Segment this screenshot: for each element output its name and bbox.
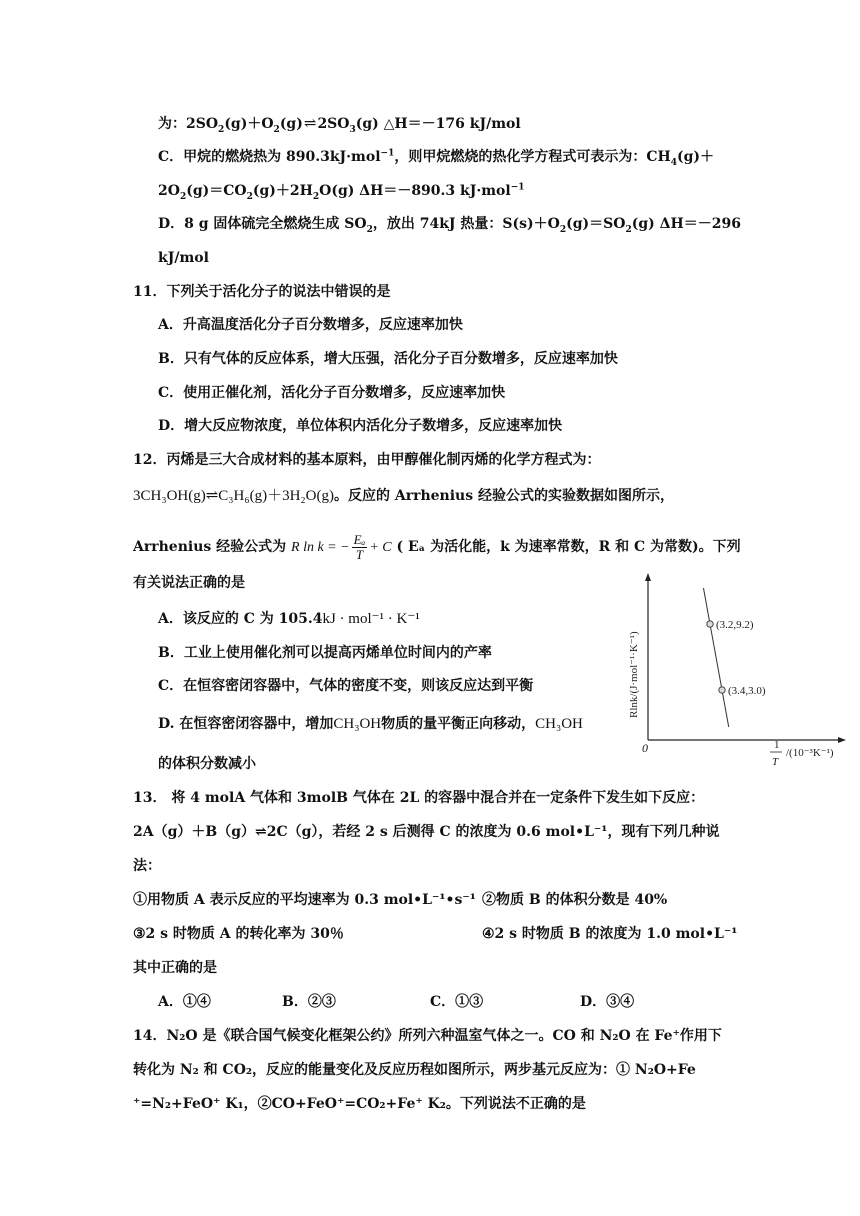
text-fragment: (g)＝SO [566,216,626,232]
q12-stem-2: 有关说法正确的是 [133,575,245,591]
option-d-line [158,215,741,233]
q12-formula-line [133,531,741,564]
option-c-line-2 [158,182,525,200]
fit-line [703,588,728,727]
equilibrium-arrow-icon: ⇌ [303,114,317,132]
option-c-line [158,148,714,166]
text-fragment: D．8 g 固体硫完全燃烧生成 SO [158,216,367,232]
formula-ch3oh: CH₃OH [333,716,382,732]
arrhenius-chart [615,570,850,770]
points-layer [707,619,766,697]
q12-stem: 12．丙烯是三大合成材料的基本原料，由甲醇催化制丙烯的化学方程式为： [133,452,601,468]
q12-option-d-2: 的体积分数减小 [158,756,256,772]
text-fragment: 物质的量平衡正向移动， [381,716,536,732]
fraction-numerator: Eₐ [353,531,366,547]
q11-stem: 11．下列关于活化分子的说法中错误的是 [133,284,391,300]
subscript: 2 [625,224,632,235]
formula-fraction [352,533,368,562]
formula-lhs: R ln k = − [291,540,350,555]
text-fragment: D. 在恒容密闭容器中，增加 [158,716,334,732]
option-d-line-2: kJ/mol [158,250,209,266]
text-fragment: (g)＋ [676,149,715,165]
text-fragment: (g) [279,116,303,132]
unit-text: kJ · mol⁻¹ · K⁻¹ [322,611,420,627]
option-b-equation-line [158,114,521,133]
q14-line-3: ⁺=N₂+FeO⁺ K₁，②CO+FeO⁺=CO₂+Fe⁺ K₂。下列说法不正确的是 [133,1096,586,1112]
y-axis-label: Rlnk/(J·mol⁻¹·K⁻¹) [628,631,640,718]
q11-option-c: C．使用正催化剂，活化分子百分数增多，反应速率加快 [158,385,506,401]
fraction-denominator: T [355,546,364,562]
subscript: 2 [218,124,225,135]
q12-option-d [158,715,583,733]
text-fragment: (g)＋2H [252,183,313,199]
reaction-equation: 3CH₃OH(g)⇌C₃H₆(g)＋3H₂O(g) [133,488,334,504]
q12-option-c: C．在恒容密闭容器中，气体的密度不变，则该反应达到平衡 [158,678,534,694]
superscript: −1 [380,148,395,159]
data-point-label-2: (3.4,3.0) [728,685,766,697]
y-axis-arrow-icon [645,573,651,581]
subscript: 2 [559,224,567,235]
text-fragment: Arrhenius 经验公式为 [133,539,287,555]
text-fragment: (g)＝CO [186,183,247,199]
subscript: 3 [349,124,356,135]
text-fragment: (g) △H＝－176 kJ/mol [355,116,521,132]
q12-after-equation: 。反应的 Arrhenius 经验公式的实验数据如图所示， [333,488,674,504]
q13-statement-4: ④2 s 时物质 B 的浓度为 1.0 mol•L⁻¹ [482,926,738,942]
x-axis-label-unit: /(10⁻³K⁻¹) [786,747,834,759]
text-fragment: (g) ΔH＝－296 [631,216,741,232]
text-fragment: 为： [158,116,186,132]
data-point-1 [707,621,713,627]
q13-line-2: 2A（g）＋B（g）⇌2C（g），若经 2 s 后测得 C 的浓度为 0.6 mol•L⁻¹，现有下列几种说 [133,824,720,840]
q13-statement-2: ②物质 B 的体积分数是 40% [482,892,668,908]
text-fragment: ( Eₐ 为活化能，k 为速率常数，R 和 C 为常数)。下列 [396,539,741,555]
formula-ch3oh: CH₃OH [535,716,583,732]
subscript: 2 [179,191,187,202]
subscript: 2 [312,191,320,202]
subscript: 2 [273,124,280,135]
text-fragment: C．甲烷的燃烧热为 890.3kJ·mol [158,149,381,165]
text-fragment: (g)＋O [224,116,274,132]
q12-option-a [158,610,420,628]
q11-option-d: D．增大反应物浓度，单位体积内活化分子数增多，反应速率加快 [158,418,563,434]
formula-rhs: + C [369,540,392,555]
q13-choice-b: B．②③ [282,994,336,1010]
q14-line-2: 转化为 N₂ 和 CO₂，反应的能量变化及反应历程如图所示，两步基元反应为：① N₂O+Fe [133,1062,696,1078]
x-axis-label-den: T [772,756,779,768]
q13-ask: 其中正确的是 [133,960,217,976]
data-point-label-1: (3.2,9.2) [716,619,754,631]
text-fragment: ，放出 74kJ 热量：S(s)＋O [372,216,560,232]
x-axis-arrow-icon [838,737,846,743]
text-fragment: 2SO [317,116,350,132]
q12-equation-line [133,487,674,505]
q14-line-1: 14．N₂O 是《联合国气候变化框架公约》所列六种温室气体之一。CO 和 N₂O 在 Fe⁺作用下 [133,1028,722,1044]
data-point-2 [719,687,725,693]
origin-label: 0 [642,741,648,755]
q11-option-b: B．只有气体的反应体系，增大压强，活化分子百分数增多，反应速率加快 [158,351,618,367]
q13-stem: 13． 将 4 molA 气体和 3molB 气体在 2L 的容器中混合并在一定条件下发生如下反应： [133,790,705,806]
q13-choice-c: C．①③ [430,994,484,1010]
q11-option-a: A．升高温度活化分子百分数增多，反应速率加快 [158,317,463,333]
q12-option-b: B．工业上使用催化剂可以提高丙烯单位时间内的产率 [158,645,492,661]
superscript: −1 [510,182,525,193]
text-fragment: ，则甲烷燃烧的热化学方程式可表示为：CH [394,149,671,165]
q13-choice-d: D．③④ [580,994,635,1010]
q13-choice-a: A．①④ [158,994,211,1010]
text-fragment: 2SO [186,116,219,132]
text-fragment: O(g) ΔH＝－890.3 kJ·mol [319,183,511,199]
q13-statement-1: ①用物质 A 表示反应的平均速率为 0.3 mol•L⁻¹•s⁻¹ [133,892,476,908]
q13-statement-3: ③2 s 时物质 A 的转化率为 30％ [133,926,344,942]
text-fragment: 2O [158,183,180,199]
x-axis-label-num: 1 [774,739,780,751]
subscript: 4 [670,157,677,168]
subscript: 2 [246,191,253,202]
q13-line-3: 法： [133,858,161,874]
text-fragment: A．该反应的 C 为 105.4 [158,611,323,627]
subscript: 2 [366,224,373,235]
